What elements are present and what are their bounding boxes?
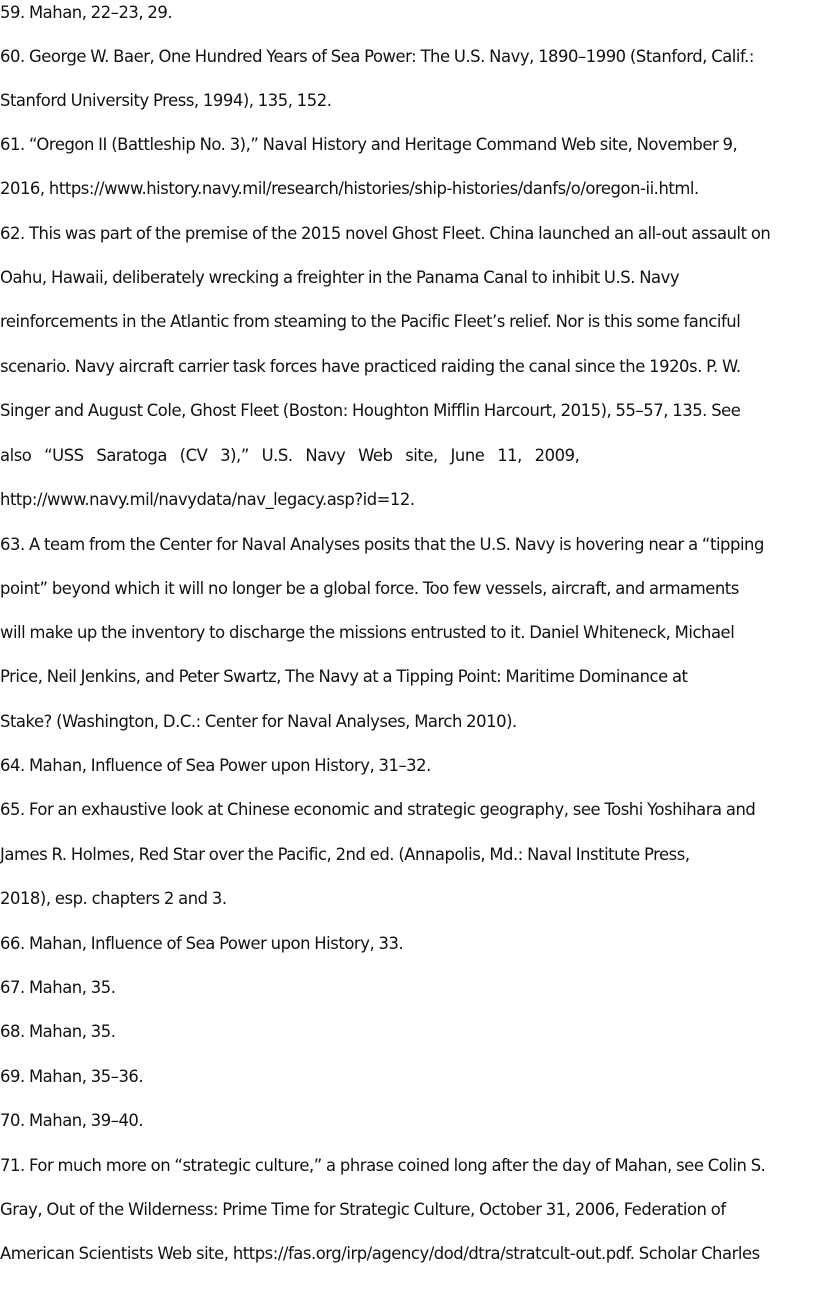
text-line: 2018), esp. chapters 2 and 3. [0, 889, 227, 908]
text-line: 69. Mahan, 35–36. [0, 1067, 144, 1086]
text-line: 2016, https://www.history.navy.mil/research/histories/ship-histories/danfs/o/oregon-ii.html. [0, 179, 699, 198]
text-line: scenario. Navy aircraft carrier task forces have practiced raiding the canal since the 1920s. P. W. [0, 357, 741, 376]
text-line: reinforcements in the Atlantic from steaming to the Pacific Fleet’s relief. Nor is this some fanciful [0, 312, 741, 331]
text-line: 68. Mahan, 35. [0, 1022, 116, 1041]
text-line: http://www.navy.mil/navydata/nav_legacy.asp?id=12. [0, 490, 415, 509]
text-line: 61. “Oregon II (Battleship No. 3),” Naval History and Heritage Command Web site, November 9, [0, 135, 738, 154]
text-line: 71. For much more on “strategic culture,” a phrase coined long after the day of Mahan, see Colin S. [0, 1156, 766, 1175]
text-line: 63. A team from the Center for Naval Analyses posits that the U.S. Navy is hovering near a “tipping [0, 535, 764, 554]
text-line: 64. Mahan, Influence of Sea Power upon History, 31–32. [0, 756, 431, 775]
text-line: 65. For an exhaustive look at Chinese economic and strategic geography, see Toshi Yoshihara and [0, 800, 756, 819]
text-line: 60. George W. Baer, One Hundred Years of Sea Power: The U.S. Navy, 1890–1990 (Stanford, Calif.: [0, 47, 754, 66]
text-line: 70. Mahan, 39–40. [0, 1111, 144, 1130]
text-line: Oahu, Hawaii, deliberately wrecking a freighter in the Panama Canal to inhibit U.S. Navy [0, 268, 680, 287]
text-line: Stake? (Washington, D.C.: Center for Naval Analyses, March 2010). [0, 712, 517, 731]
text-line: Price, Neil Jenkins, and Peter Swartz, The Navy at a Tipping Point: Maritime Dominance at [0, 667, 688, 686]
text-line: Singer and August Cole, Ghost Fleet (Boston: Houghton Mifflin Harcourt, 2015), 55–57, 135. See [0, 401, 741, 420]
text-line: Gray, Out of the Wilderness: Prime Time for Strategic Culture, October 31, 2006, Federation of [0, 1200, 726, 1219]
text-line: 59. Mahan, 22–23, 29. [0, 3, 173, 22]
text-line: 62. This was part of the premise of the 2015 novel Ghost Fleet. China launched an all-out assault on [0, 224, 771, 243]
text-line: 67. Mahan, 35. [0, 978, 116, 997]
text-line: 66. Mahan, Influence of Sea Power upon History, 33. [0, 934, 404, 953]
text-line: point” beyond which it will no longer be a global force. Too few vessels, aircraft, and armaments [0, 579, 739, 598]
text-line: also “USS Saratoga (CV 3),” U.S. Navy Web site, June 11, 2009, [0, 446, 580, 465]
text-line: will make up the inventory to discharge the missions entrusted to it. Daniel Whiteneck, Michael [0, 623, 735, 642]
text-line: James R. Holmes, Red Star over the Pacific, 2nd ed. (Annapolis, Md.: Naval Institute Press, [0, 845, 690, 864]
text-line: Stanford University Press, 1994), 135, 152. [0, 91, 332, 110]
text-line: American Scientists Web site, https://fas.org/irp/agency/dod/dtra/stratcult-out.pdf. Scholar Charles [0, 1244, 760, 1263]
